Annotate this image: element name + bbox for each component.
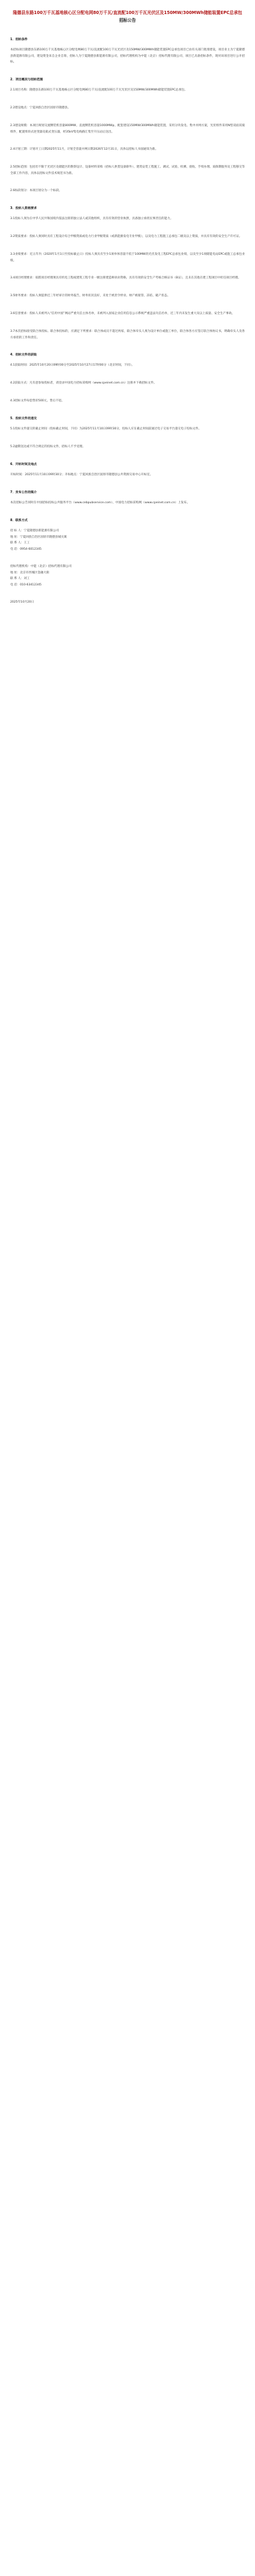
title-black: 招标公告	[119, 18, 136, 23]
section-heading: 2．项目概况与招标范围	[10, 78, 43, 82]
section-paragraph: 4.3招标文件每套售价500元，售后不退。	[10, 399, 64, 403]
section-paragraph: 本次招标公告同时在中国招标投标公共服务平台（www.cebpubservice.com）、中国电力招标采购网（www.cpeinet.com.cn）上发布。	[10, 501, 190, 504]
section-paragraph: 2.5招标范围：包括但不限于光伏区及储能区的勘察设计、设备材料采购（招标人供货设备除外）、建筑安装工程施工、调试、试验、检测、验收、手续办理、质保期服务及工程移交等全部工作内容，具体以招标文件技术规范书为准。	[10, 166, 245, 175]
section-paragraph: 开标时间：2025年11月10日09时30分；开标地点：宁夏回族自治区固原市隆德县公共资源交易中心开标室。	[10, 473, 153, 476]
section-paragraph: 招标代理机构：中能（北京）招标代理有限公司 地 址：北京市西城区金融大街 联 系 人：刘工 电 话：010-63412345	[10, 565, 72, 587]
section-heading: 5．投标文件的递交	[10, 417, 37, 420]
section-paragraph: 3.1投标人须为在中华人民共和国境内依法注册的独立法人或其他组织，具有有效的营业执照，具备独立承担民事责任的能力。	[10, 217, 173, 220]
section-paragraph: 招 标 人：宁夏隆德县新能源有限公司 地 址：宁夏回族自治区固原市隆德县城关镇 联 系 人：王工 电 话：0954-6012345	[10, 529, 67, 551]
section-paragraph: 3.7本次招标接受联合体投标。联合体投标的，应满足下列要求：联合体成员不超过两家，联合体牵头人须为设计单位或施工单位，联合体各方应签订联合体协议书，明确牵头人及各方承担的工作和责任。	[10, 330, 245, 340]
section-heading: 4．招标文件的获取	[10, 354, 37, 357]
section-paragraph: 2.4计划工期：计划开工日期2025年11月，计划全容量并网日期2026年12月31日，具体以招标人书面通知为准。	[10, 148, 158, 151]
section-heading: 3．投标人资格要求	[10, 207, 37, 210]
section-paragraph: 5.2逾期送达或不符合规定的投标文件，招标人不予受理。	[10, 445, 85, 448]
section-paragraph: 5.1投标文件递交的截止时间（投标截止时间，下同）为2025年11月10日09时30分，投标人应在截止时间前通过电子交易平台递交电子投标文件。	[10, 427, 201, 431]
section-paragraph: 3.4项目经理要求：拟派项目经理须具有机电工程或建筑工程专业一级注册建造师执业资格，具有有效的安全生产考核合格证书（B证），且未在其他在建工程项目中担任项目经理。	[10, 276, 241, 280]
section-paragraph: 2.3建设规模：本项目规划交流侧装机容量800MW，直流侧装机容量1000MWp，配套建设150MW/300MWh储能装置，采用分块发电、集中并网方案，光伏组件采用N型双面双玻组件，配置组串式逆变器及箱式变压器，经35kV集电线路汇集至升压站后送出。	[10, 124, 245, 134]
title-red: 隆德县东路100万千瓦基地核心区分配电网80万千瓦/直流配100万千瓦光伏区及150MW/300MWh储能装置EPC总承包	[13, 10, 242, 15]
section-paragraph: 4.1获取时间：2025年10月20日09时00分至2025年10月27日17时00分（北京时间，下同）。	[10, 364, 135, 367]
section-paragraph: 3.3业绩要求：近五年内（2020年1月1日至投标截止日）投标人须具有至少1项单体容量不低于100MW的光伏发电工程EPC总承包业绩，以及至少1项储能电站EPC或施工总承包业绩。	[10, 253, 245, 262]
section-paragraph: 本招标项目隆德县东路100万千瓦基地核心区分配电网80万千瓦/直流配100万千瓦光伏区及150MW/300MWh储能装置EPC总承包项目已由有关部门批准建设，项目业主为宁夏隆德县新能源有限公司，建设资金来自企业自筹，招标人为宁夏隆德县新能源有限公司，招标代理机构为中能（北京）招标代理有限公司，项目已具备招标条件，现对该项目进行公开招标。	[10, 48, 245, 64]
section-paragraph: 2.1项目名称：隆德县东路100万千瓦基地核心区分配电网80万千瓦/直流配100万千瓦光伏区及150MW/300MWh储能装置EPC总承包。	[10, 89, 187, 92]
section-paragraph: 3.2资质要求：投标人须同时具有工程设计综合甲级资质或电力行业甲级资质（或新能源发电专业甲级），以及电力工程施工总承包二级及以上资质，并具有有效的安全生产许可证。	[10, 235, 242, 238]
section-paragraph: 2025年10月20日	[10, 601, 34, 604]
section-heading: 7．发布公告的媒介	[10, 491, 37, 494]
section-heading: 8．联系方式	[10, 519, 28, 522]
section-paragraph: 3.6信誉要求：投标人未被列入“信用中国”网站严重失信主体名单，未被列入国家企业信用信息公示系统严重违法失信名单，近三年内未发生重大及以上质量、安全生产事故。	[10, 312, 235, 315]
document-title	[10, 9, 245, 24]
section-paragraph: 2.2建设地点：宁夏回族自治区固原市隆德县。	[10, 106, 71, 110]
section-heading: 1．招标条件	[10, 38, 28, 41]
section-paragraph: 3.5财务要求：投标人须提供近三年经审计的财务报告，财务状况良好，未处于被责令停业、财产被接管、冻结、破产状态。	[10, 294, 170, 297]
section-paragraph: 4.2获取方式：凡有意参加投标者，请登录中国电力招标采购网（www.cpeinet.com.cn）注册并下载招标文件。	[10, 382, 157, 385]
section-paragraph: 2.6标段划分：本项目划分为一个标段。	[10, 189, 62, 192]
section-heading: 6．开标时间及地点	[10, 463, 37, 466]
